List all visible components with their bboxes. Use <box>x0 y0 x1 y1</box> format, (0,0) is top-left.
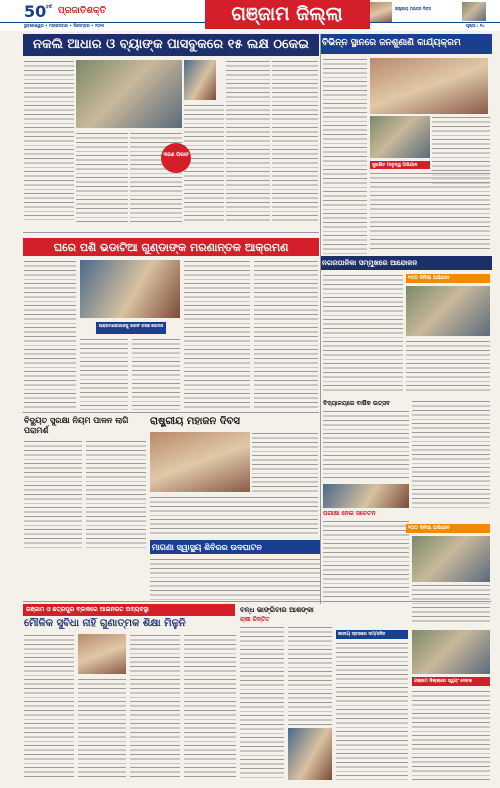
row-rule <box>23 601 491 602</box>
ad-photo <box>370 2 392 22</box>
bottom-headline: ମୌଳିକ ସୁବିଧା ନାହିଁ ଗୁଣାତ୍ମକ ଶିକ୍ଷା ମିଳୁନି <box>24 618 186 629</box>
attack-caption: ଆକ୍ରମଣକାରୀଙ୍କୁ ଗିରଫ କରିଛି ପୋଲିସ <box>98 324 164 328</box>
national-photo <box>150 432 250 492</box>
page-number: ପୃଷ୍ଠା : ୧୪ <box>466 23 485 28</box>
lead-headline: ନକଲି ଆଧାର ଓ ବ୍ୟାଙ୍କ ପାସବୁକରେ ୧୫ ଲକ୍ଷ ଠକେଇ <box>33 37 309 52</box>
health-headline: ମାଗଣା ସ୍ୱାସ୍ଥ୍ୟ ଶିବିରର ଉଦଘାଟନ <box>152 543 262 552</box>
power-body-2 <box>86 440 146 550</box>
city-tag: ୧୦୦ ଦିନିଆ ଅଭିଯାନ <box>408 275 450 281</box>
right-tag1: ସୁରକ୍ଷିତ ମାତୃତ୍ୱ ଅଭିଯାନ <box>372 163 418 168</box>
section-title: ଗଞ୍ଜାମ ଜିଲ୍ଲା <box>231 3 343 25</box>
lead-photo-2 <box>184 60 216 100</box>
row-rule <box>23 232 319 233</box>
attack-photo <box>80 260 180 318</box>
national-body-1 <box>252 432 318 492</box>
bottom-mid-headline: ବନ୍ଧ ଭାଙ୍ଗିବାର ଆଶଙ୍କା <box>240 606 314 614</box>
bottom-mid-sub: ଚାଷୀ ଚିନ୍ତିତ <box>240 616 270 623</box>
attack-body-2 <box>80 338 128 410</box>
lead-body-col6 <box>272 60 318 222</box>
attack-headline: ଘରେ ପଶି ଭଡାଟିଆ ଗୁଣ୍ଡାଙ୍କ ମରଣାନ୍ତକ ଆକ୍ରମଣ <box>53 241 289 254</box>
school-headline: ବିଦ୍ୟାଳୟରେ ବାର୍ଷିକ ଉତ୍ସବ <box>323 400 391 407</box>
city-body-1 <box>323 274 403 394</box>
bottom-body-2 <box>78 678 126 780</box>
health-body <box>150 558 320 600</box>
bottom-right-body-2 <box>412 690 490 780</box>
bottom-body-4 <box>184 634 236 780</box>
bottom-mid-body-1 <box>240 626 284 780</box>
city-headline: ନଗରପାଳିକା ସମ୍ମୁଖରେ ଆନ୍ଦୋଳନ <box>322 259 418 267</box>
right-mid-body-2 <box>412 584 490 624</box>
row-rule <box>23 412 319 413</box>
school-sub: ପରୀକ୍ଷା ନେଇ ସଚେତନ <box>323 510 376 517</box>
right-headline: ବିଭିନ୍ନ ସ୍ଥାନରେ ଜନଶୁଣାଣି କାର୍ଯ୍ୟକ୍ରମ <box>322 38 461 48</box>
attack-body-3 <box>132 338 180 410</box>
school-body <box>323 410 409 480</box>
attack-body-4 <box>184 260 250 410</box>
bottom-mid-photo <box>288 728 332 780</box>
power-headline: ବିଦ୍ୟୁତ ସୁରକ୍ଷା ନିୟମ ପାଳନ ଲାଗି ପରାମର୍ଶ <box>24 416 129 435</box>
lead-badge: ୩ଜଣ ଗିରଫ <box>163 152 189 158</box>
masthead <box>0 0 500 31</box>
bottom-mid-body-2 <box>288 626 332 726</box>
lead-photo-1 <box>76 60 182 128</box>
paper-name: ପ୍ରଜାତିଶକ୍ତି <box>58 6 107 16</box>
right-body-1 <box>323 58 367 268</box>
right-photo-1 <box>370 58 488 114</box>
city-photo <box>406 286 490 336</box>
ad-text: ରାଷ୍ଟ୍ରୀୟ ମହାଜନ ଦିବସ <box>395 6 431 11</box>
school-photo <box>323 484 409 508</box>
logo-number: 50 <box>24 2 47 21</box>
lead-body-col5 <box>226 60 270 222</box>
attack-body-1 <box>24 260 76 410</box>
ad-photo-2 <box>462 2 486 21</box>
lead-body-col1 <box>24 60 74 220</box>
bottom-body-1 <box>24 634 74 780</box>
national-body-2 <box>150 496 318 536</box>
lead-badge-circle <box>161 143 191 173</box>
attack-body-5 <box>254 260 318 410</box>
school-body-2 <box>323 520 409 600</box>
power-body-1 <box>24 440 82 550</box>
bottom-kicker: ଗଞ୍ଜାମ ଓ ଛତ୍ରପୁର ବ୍ଲକରେ ଆଇନଗତ ଅବ୍ୟବସ୍ଥା <box>26 606 149 613</box>
lead-body-col2 <box>76 132 128 222</box>
city-body-2 <box>406 340 490 394</box>
national-headline: ରାଷ୍ଟ୍ରୀୟ ମହାଜନ ଦିବସ <box>150 416 240 427</box>
tag-low2: ଗଞ୍ଜାମ ଜିଲ୍ଲାରେ ସ୍ୱୟଂ ସେବକ <box>414 679 472 684</box>
right-mid-body <box>412 400 490 510</box>
bottom-photo <box>78 634 126 674</box>
bottom-body-3 <box>130 634 180 780</box>
right-photo-2 <box>370 116 430 158</box>
tag-mid: ୧୦୦ ଦିନିଆ ଅଭିଯାନ <box>408 525 450 531</box>
right-mid-photo <box>412 536 490 582</box>
tag-low: ଜାତୀୟ ସ୍ତରରେ ସମ୍ମାନିତ <box>338 632 386 637</box>
bottom-right-body-1 <box>336 642 408 780</box>
right-body-3 <box>370 172 490 252</box>
logo-sub: ବର୍ଷ <box>46 4 52 9</box>
bottom-right-photo <box>412 630 490 674</box>
dateline: ଭୁବନେଶ୍ୱର • ମଙ୍ଗଳବାର • ଡିସେମ୍ବର • ୨୦୨୫ <box>24 23 105 28</box>
column-rule <box>320 34 321 604</box>
